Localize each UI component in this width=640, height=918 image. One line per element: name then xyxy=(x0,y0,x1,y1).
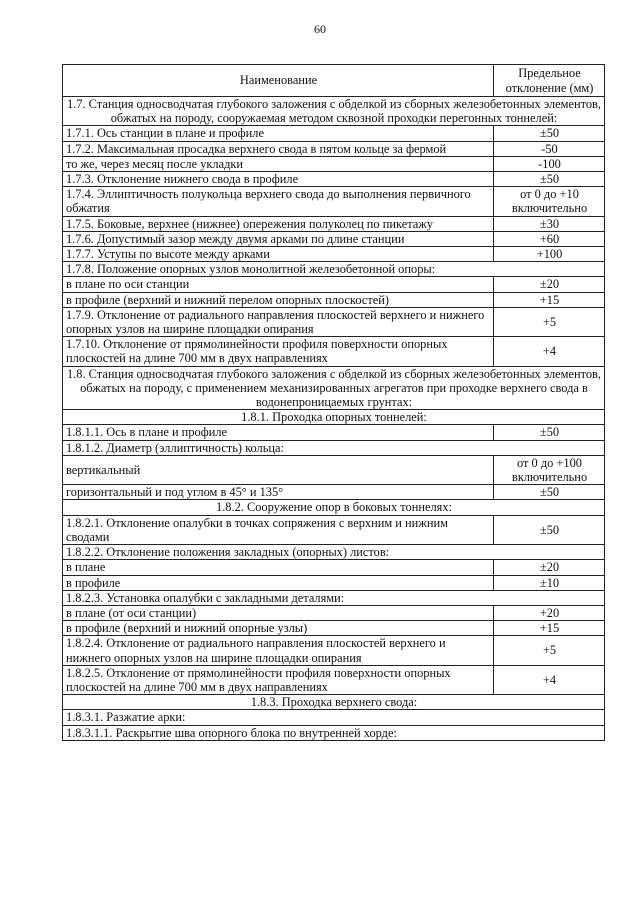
section-title: 1.8.2.3. Установка опалубки с закладными деталями: xyxy=(63,590,605,605)
table-row xyxy=(63,605,605,620)
item-name: в профиле xyxy=(63,575,494,590)
section-row xyxy=(63,366,605,410)
table-row xyxy=(63,126,605,141)
table-row xyxy=(63,307,605,336)
table-header-row xyxy=(63,65,605,97)
section-row xyxy=(63,710,605,725)
table-row xyxy=(63,231,605,246)
item-deviation: +5 xyxy=(494,636,605,665)
item-deviation: +4 xyxy=(494,665,605,694)
section-title: 1.7.8. Положение опорных узлов монолитной железобетонной опоры: xyxy=(63,262,605,277)
item-deviation: +15 xyxy=(494,292,605,307)
section-row xyxy=(63,262,605,277)
table-row xyxy=(63,156,605,171)
item-name: в плане (от оси станции) xyxy=(63,605,494,620)
item-name: 1.8.2.4. Отклонение от радиального направления плоскостей верхнего и нижнего опорных узлов на ширине площадки опирания xyxy=(63,636,494,665)
item-name: 1.7.6. Допустимый зазор между двумя арками по длине станции xyxy=(63,231,494,246)
item-deviation: ±30 xyxy=(494,216,605,231)
table-row xyxy=(63,187,605,216)
section-title: 1.8.1. Проходка опорных тоннелей: xyxy=(63,410,605,425)
item-deviation: ±50 xyxy=(494,172,605,187)
item-name: в профиле (верхний и нижний перелом опорных плоскостей) xyxy=(63,292,494,307)
item-deviation: +15 xyxy=(494,621,605,636)
item-name: 1.7.10. Отклонение от прямолинейности профиля поверхности опорных плоскостей на длине 700 мм в двух направлениях xyxy=(63,337,494,366)
table-row xyxy=(63,560,605,575)
table-row xyxy=(63,216,605,231)
header-deviation: Предельное отклонение (мм) xyxy=(494,65,605,97)
section-title: 1.8. Станция односводчатая глубокого заложения с обделкой из сборных железобетонных элементов, обжатых на породу, с применением механизированных агрегатов при проходке верхнего свода в водонепроницаемых грунтах: xyxy=(63,366,605,410)
section-row xyxy=(63,590,605,605)
item-deviation: +20 xyxy=(494,605,605,620)
item-deviation: -50 xyxy=(494,141,605,156)
item-name: в плане xyxy=(63,560,494,575)
item-name: 1.7.2. Максимальная просадка верхнего свода в пятом кольце за фермой xyxy=(63,141,494,156)
item-name: 1.7.1. Ось станции в плане и профиле xyxy=(63,126,494,141)
table-row xyxy=(63,337,605,366)
item-deviation: ±50 xyxy=(494,425,605,440)
item-deviation: +4 xyxy=(494,337,605,366)
section-title: 1.8.3.1.1. Раскрытие шва опорного блока по внутренней хорде: xyxy=(63,725,605,740)
page-number: 60 xyxy=(314,22,326,36)
item-name: то же, через месяц после укладки xyxy=(63,156,494,171)
table-row xyxy=(63,141,605,156)
section-row xyxy=(63,545,605,560)
item-deviation: +100 xyxy=(494,247,605,262)
table-row xyxy=(63,172,605,187)
item-name: в плане по оси станции xyxy=(63,277,494,292)
table-row xyxy=(63,665,605,694)
section-title: 1.8.2. Сооружение опор в боковых тоннелях: xyxy=(63,500,605,515)
item-name: 1.8.2.5. Отклонение от прямолинейности профиля поверхности опорных плоскостей на длине 700 мм в двух направлениях xyxy=(63,665,494,694)
header-name: Наименование xyxy=(63,65,494,97)
section-row xyxy=(63,440,605,455)
item-name: вертикальный xyxy=(63,455,494,484)
section-title: 1.8.3.1. Разжатие арки: xyxy=(63,710,605,725)
section-title: 1.8.3. Проходка верхнего свода: xyxy=(63,695,605,710)
section-title: 1.7. Станция односводчатая глубокого заложения с обделкой из сборных железобетонных элементов, обжатых на породу, сооружаемая методом сквозной проходки перегонных тоннелей: xyxy=(63,97,605,126)
item-deviation: ±50 xyxy=(494,126,605,141)
table-row xyxy=(63,455,605,484)
item-name: 1.7.9. Отклонение от радиального направления плоскостей верхнего и нижнего опорных узлов на ширине площадки опирания xyxy=(63,307,494,336)
section-row xyxy=(63,97,605,126)
table-row xyxy=(63,621,605,636)
item-deviation: -100 xyxy=(494,156,605,171)
item-deviation: ±10 xyxy=(494,575,605,590)
table-row xyxy=(63,425,605,440)
item-deviation: ±50 xyxy=(494,515,605,544)
table-row xyxy=(63,515,605,544)
section-title: 1.8.2.2. Отклонение положения закладных (опорных) листов: xyxy=(63,545,605,560)
section-row xyxy=(63,410,605,425)
item-deviation: ±50 xyxy=(494,485,605,500)
section-row xyxy=(63,725,605,740)
table-row xyxy=(63,575,605,590)
section-title: 1.8.1.2. Диаметр (эллиптичность) кольца: xyxy=(63,440,605,455)
table-row xyxy=(63,485,605,500)
table-row xyxy=(63,636,605,665)
item-name: 1.8.2.1. Отклонение опалубки в точках сопряжения с верхним и нижним сводами xyxy=(63,515,494,544)
table-row xyxy=(63,292,605,307)
section-row xyxy=(63,695,605,710)
item-name: 1.8.1.1. Ось в плане и профиле xyxy=(63,425,494,440)
item-deviation: +60 xyxy=(494,231,605,246)
item-name: 1.7.4. Эллиптичность полукольца верхнего свода до выполнения первичного обжатия xyxy=(63,187,494,216)
item-deviation: ±20 xyxy=(494,560,605,575)
item-name: 1.7.3. Отклонение нижнего свода в профиле xyxy=(63,172,494,187)
section-row xyxy=(63,500,605,515)
item-deviation: от 0 до +10 включительно xyxy=(494,187,605,216)
item-name: 1.7.5. Боковые, верхнее (нижнее) опережения полуколец по пикетажу xyxy=(63,216,494,231)
table-row xyxy=(63,247,605,262)
item-deviation: +5 xyxy=(494,307,605,336)
table-row xyxy=(63,277,605,292)
item-name: 1.7.7. Уступы по высоте между арками xyxy=(63,247,494,262)
item-deviation: ±20 xyxy=(494,277,605,292)
item-name: горизонтальный и под углом в 45° и 135° xyxy=(63,485,494,500)
item-deviation: от 0 до +100 включительно xyxy=(494,455,605,484)
item-name: в профиле (верхний и нижний опорные узлы) xyxy=(63,621,494,636)
deviation-table xyxy=(62,64,605,741)
